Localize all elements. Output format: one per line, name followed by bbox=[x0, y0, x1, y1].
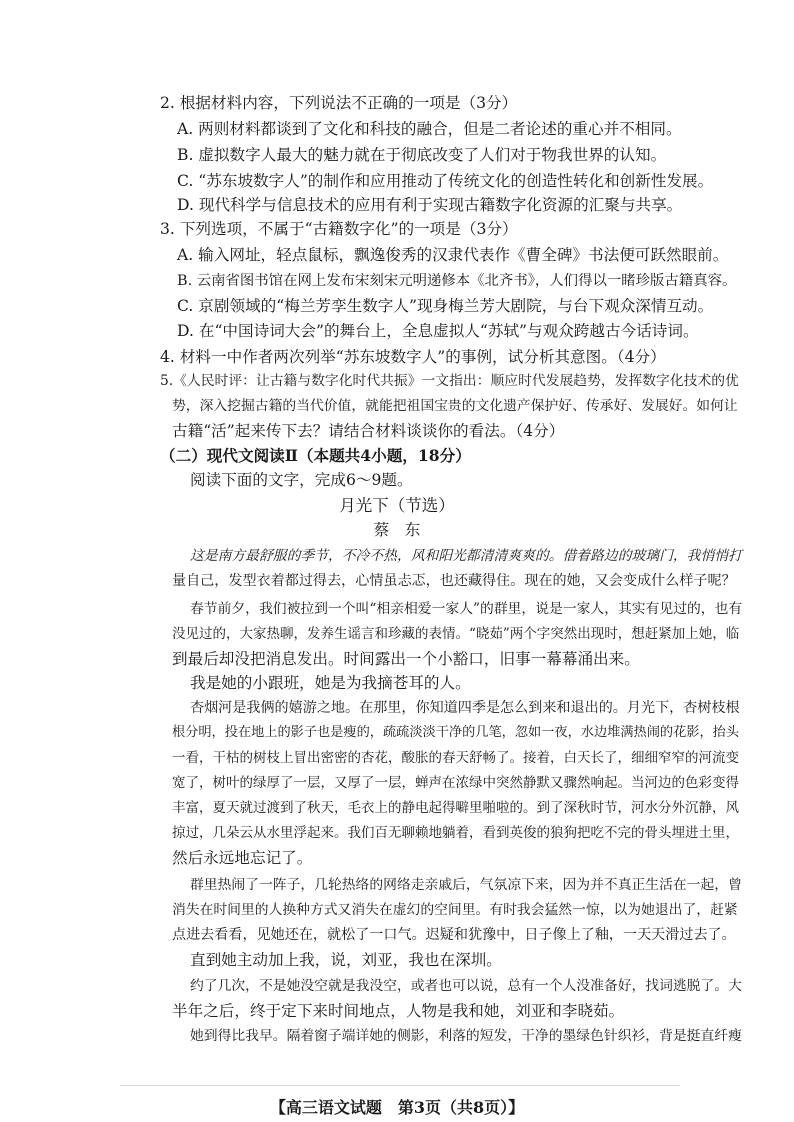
article-line: 我是她的小跟班，她是为我摘苍耳的人。 bbox=[190, 674, 471, 692]
section-instruction: 阅读下面的文字，完成6～9题。 bbox=[190, 471, 413, 489]
question-3-option-d: D. 在“中国诗词大会”的舞台上，全息虚拟人“苏轼”与观众跨越古今话诗词。 bbox=[177, 322, 699, 340]
article-line: 没见过的，大家热聊，发养生谣言和珍藏的表情。“晓茹”两个字突然出现时，想赶紧加上她，临 bbox=[172, 626, 740, 642]
article-line: 杏烟河是我俩的嬉游之地。在那里，你知道四季是怎么到来和退出的。月光下，杏树枝根 bbox=[190, 700, 740, 716]
article-line: 群里热闹了一阵子，几轮热络的网络走亲戚后，气氛凉下来，因为并不真正生活在一起，曾 bbox=[190, 877, 742, 893]
article-line: 消失在时间里的人换种方式又消失在虚幻的空间里。有时我会猛然一惊，以为她退出了，赶紧 bbox=[172, 902, 738, 918]
article-line: 宽了，树叶的绿厚了一层，又厚了一层，蝉声在浓绿中突然静默又骤然响起。当河边的色彩变得 bbox=[172, 775, 739, 791]
article-line: 直到她主动加上我，说，刘亚，我也在深圳。 bbox=[190, 951, 502, 969]
question-2-option-b: B. 虚拟数字人最大的魅力就在于彻底改变了人们对于物我世界的认知。 bbox=[177, 146, 667, 164]
article-line: 然后永远地忘记了。 bbox=[172, 849, 313, 867]
article-line: 约了几次，不是她没空就是我没空，或者也可以说，总有一个人没准备好，找词逃脱了。大 bbox=[190, 978, 742, 994]
question-2-option-c: C. “苏东坡数字人”的制作和应用推动了传统文化的创造性转化和创新性发展。 bbox=[177, 172, 714, 190]
footer-divider bbox=[120, 1085, 680, 1086]
question-5-line-3: 古籍“活”起来传下去？请结合材料谈谈你的看法。（4分） bbox=[172, 422, 565, 440]
article-line: 一看，干枯的树枝上冒出密密的杏花，酸胀的春天舒畅了。接着，白天长了，细细窄窄的河流变 bbox=[172, 750, 739, 766]
section-heading: （二）现代文阅读Ⅱ（本题共4小题，18分） bbox=[160, 446, 471, 465]
question-2-option-a: A. 两则材料都谈到了文化和科技的融合，但是二者论述的重心并不相同。 bbox=[177, 120, 682, 138]
article-line: 到最后却没把消息发出。时间露出一个小豁口，旧事一幕幕涌出来。 bbox=[172, 650, 640, 668]
question-3-option-a: A. 输入网址，轻点鼠标，飘逸俊秀的汉隶代表作《曹全碑》书法便可跃然眼前。 bbox=[177, 246, 729, 264]
question-3-option-c: C. 京剧领域的“梅兰芳孪生数字人”现身梅兰芳大剧院，与台下观众深情互动。 bbox=[177, 297, 714, 315]
article-line: 这是南方最舒服的季节，不冷不热，风和阳光都清清爽爽的。借着路边的玻璃门，我悄悄打 bbox=[190, 548, 742, 564]
question-2-stem: 2. 根据材料内容，下列说法不正确的一项是（3分） bbox=[160, 94, 518, 112]
question-5-line-1: 5.《人民时评：让古籍与数字化时代共振》一文指出：顺应时代发展趋势，发挥数字化技术的优 bbox=[160, 373, 739, 389]
article-line: 丰富，夏天就过渡到了秋天，毛衣上的静电起得噼里啪啦的。到了深秋时节，河水分外沉静，风 bbox=[172, 800, 739, 816]
article-line: 春节前夕，我们被拉到一个叫“相亲相爱一家人”的群里，说是一家人，其实有见过的，也有 bbox=[190, 601, 743, 617]
question-4: 4. 材料一中作者两次列举“苏东坡数字人”的事例，试分析其意图。（4分） bbox=[160, 348, 666, 366]
article-title: 月光下（节选） bbox=[339, 496, 455, 515]
question-2-option-d: D. 现代科学与信息技术的应用有利于实现古籍数字化资源的汇聚与共享。 bbox=[177, 196, 683, 214]
article-line: 根分明，投在地上的影子也是瘦的，疏疏淡淡干净的几笔，忽如一夜，水边堆满热闹的花影，抬头 bbox=[172, 725, 740, 740]
question-5-line-2: 势，深入挖掘古籍的当代价值，就能把祖国宝贵的文化遗产保护好、传承好、发展好。如何让 bbox=[172, 398, 738, 414]
article-line: 半年之后，终于定下来时间地点，人物是我和她，刘亚和李晓茹。 bbox=[172, 1002, 625, 1020]
article-line: 量自己，发型衣着都过得去，心情虽忐忑，也还藏得住。现在的她，又会变成什么样子呢？ bbox=[172, 573, 736, 589]
page-footer: 【高三语文试题 第3页（共8页）】 bbox=[269, 1098, 525, 1117]
question-3-option-b: B. 云南省图书馆在网上发布宋刻宋元明递修本《北齐书》，人们得以一睹珍版古籍真容。 bbox=[177, 273, 737, 289]
question-3-stem: 3. 下列选项，不属于“古籍数字化”的一项是（3分） bbox=[160, 220, 518, 238]
article-line: 她到得比我早。隔着窗子端详她的侧影，利落的短发，干净的墨绿色针织衫，背是挺直纤瘦 bbox=[190, 1028, 742, 1044]
article-author: 蔡 东 bbox=[373, 521, 421, 539]
article-line: 掠过，几朵云从水里浮起来。我们百无聊赖地躺着，看到英俊的狼狗把吃不完的骨头埋进土里， bbox=[172, 825, 739, 841]
article-line: 点进去看看，见她还在，就松了一口气。迟疑和犹豫中，日子像上了釉，一天天滑过去了。 bbox=[172, 927, 736, 943]
